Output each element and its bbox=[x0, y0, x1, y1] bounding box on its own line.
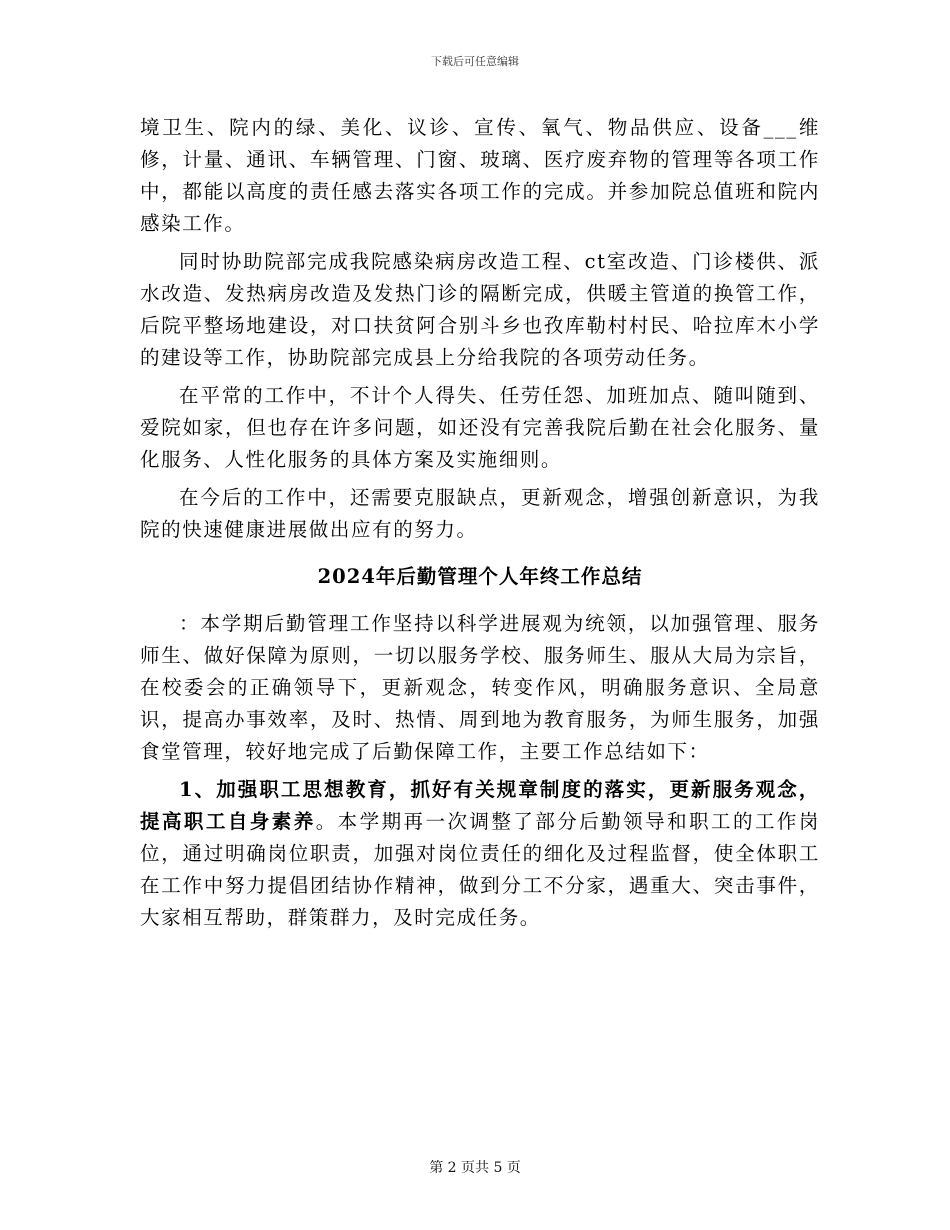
page-footer: 第 2 页共 5 页 bbox=[429, 1160, 521, 1176]
page-header: 下载后可任意编辑 bbox=[431, 55, 519, 68]
paragraph-section-intro: ：本学期后勤管理工作坚持以科学进展观为统领，以加强管理、服务师生、做好保障为原则，一切以服务学校、服务师生、服从大局为宗旨，在校委会的正确领导下，更新观念，转变作风，明确服务意识、全局意识，提高办事效率，及时、热情、周到地为教育服务，为师生服务，加强食堂管理，较好地完成了后勤保障工作，主要工作总结如下： bbox=[140, 612, 820, 763]
section-title: 2024年后勤管理个人年终工作总结 bbox=[317, 565, 643, 588]
paragraph-item-1 bbox=[140, 774, 820, 934]
document-body bbox=[140, 112, 820, 934]
paragraph-hospital-duties: 境卫生、院内的绿、美化、议诊、宣传、氧气、物品供应、设备___维修，计量、通讯、车辆管理、门窗、玻璃、医疗废弃物的管理等各项工作中，都能以高度的责任感去落实各项工作的完成。并参加院总值班和院内感染工作。 bbox=[140, 116, 820, 235]
item-1-heading: 1、加强职工思想教育，抓好有关规章制度的落实，更新服务观念，提高职工自身素养 bbox=[140, 778, 820, 833]
paragraph-renovation-projects: 同时协助院部完成我院感染病房改造工程、ct室改造、门诊楼供、派水改造、发热病房改造及发热门诊的隔断完成，供暖主管道的换管工作，后院平整场地建设，对口扶贫阿合别斗乡也孜库勒村村民、哈拉库木小学的建设等工作，协助院部完成县上分给我院的各项劳动任务。 bbox=[140, 250, 820, 369]
paragraph-future-plans: 在今后的工作中，还需要克服缺点，更新观念，增强创新意识，为我院的快速健康进展做出应有的努力。 bbox=[140, 486, 820, 541]
item-1-body: 。本学期再一次调整了部分后勤领导和职工的工作岗位，通过明确岗位职责，加强对岗位责任的细化及过程监督，使全体职工在工作中努力提倡团结协作精神，做到分工不分家，遇重大、突击事件，大家相互帮助，群策群力，及时完成任务。 bbox=[140, 810, 820, 929]
paragraph-work-attitude: 在平常的工作中，不计个人得失、任劳任怨、加班加点、随叫随到、爱院如家，但也存在许多问题，如还没有完善我院后勤在社会化服务、量化服务、人性化服务的具体方案及实施细则。 bbox=[140, 384, 820, 471]
